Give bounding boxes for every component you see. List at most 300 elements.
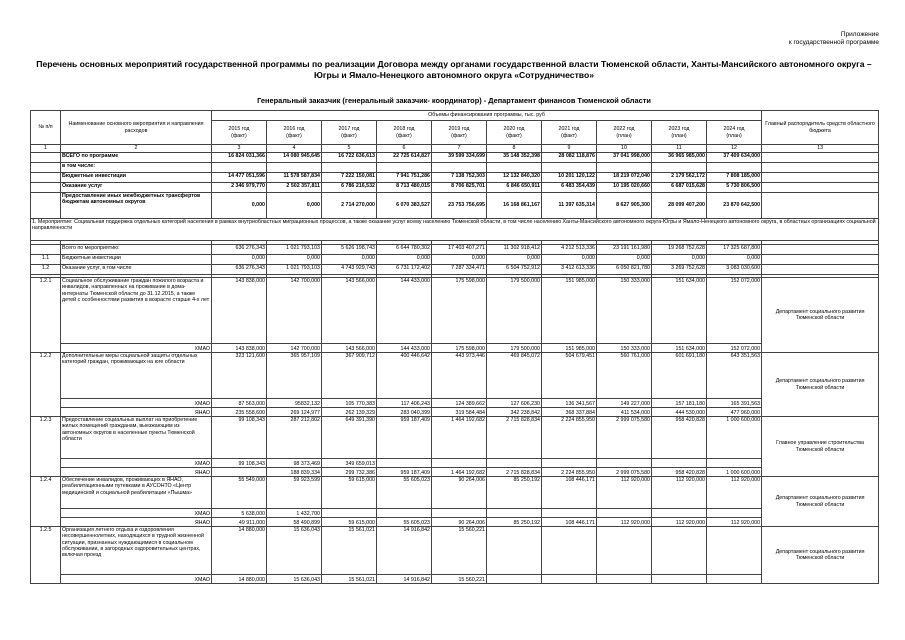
- value-cell: 151 634,000: [652, 344, 707, 353]
- value-cell: 55 605,023: [377, 518, 432, 527]
- value-cell: 958 420,828: [652, 417, 707, 459]
- value-cell: 5 730 806,500: [707, 183, 762, 193]
- value-cell: 149 227,000: [597, 399, 652, 408]
- value-cell: 2 715 828,834: [487, 417, 542, 459]
- value-cell: 10 195 020,660: [597, 183, 652, 193]
- general-customer: Генеральный заказчик (генеральный заказчик- координатор) - Департамент финансов Тюменской области: [257, 96, 651, 105]
- value-cell: 3 083 030,600: [707, 265, 762, 275]
- item-description: Обеспечение инвалидов, проживающих в ЯНАО, реабилитационными путевками в АУСОНТО «Центр медицинской и социальной реабилитации «Пышма»: [61, 477, 212, 509]
- value-cell: 4 743 929,743: [322, 265, 377, 275]
- header-year-label: 2022 год: [613, 126, 635, 133]
- column-number: 10: [597, 145, 652, 153]
- header-year-label: 2018 год: [393, 126, 415, 133]
- value-cell: [212, 468, 267, 477]
- value-cell: 0,000: [267, 255, 322, 265]
- value-cell: 2 502 357,811: [267, 183, 322, 193]
- value-cell: 504 679,451: [542, 353, 597, 399]
- value-cell: 287 212,802: [267, 417, 322, 459]
- value-cell: 0,000: [487, 255, 542, 265]
- value-cell: 85 250,192: [487, 477, 542, 509]
- header-year-label: 2023 год: [668, 126, 690, 133]
- value-cell: 299 732,386: [322, 468, 377, 477]
- value-cell: 0,000: [377, 255, 432, 265]
- territory-row: [31, 575, 879, 584]
- value-cell: 14 880,000: [212, 527, 267, 575]
- value-cell: 0,000: [597, 255, 652, 265]
- value-cell: 560 761,000: [597, 353, 652, 399]
- column-number: 2: [61, 145, 212, 153]
- value-cell: 262 139,329: [322, 408, 377, 417]
- value-cell: 127 606,230: [487, 399, 542, 408]
- value-cell: 87 563,000: [212, 399, 267, 408]
- value-cell: 23 191 161,980: [597, 245, 652, 255]
- value-cell: 59 615,000: [322, 518, 377, 527]
- value-cell: 2 999 075,580: [597, 417, 652, 459]
- column-number: 9: [542, 145, 597, 153]
- value-cell: 85 250,192: [487, 518, 542, 527]
- value-cell: 3 269 752,628: [652, 265, 707, 275]
- value-cell: 14 080 945,645: [267, 153, 322, 163]
- value-cell: 143 838,000: [212, 344, 267, 353]
- value-cell: [432, 509, 487, 518]
- header-year-9: [652, 121, 707, 145]
- value-cell: [597, 509, 652, 518]
- value-cell: 15 560,221: [432, 527, 487, 575]
- value-cell: 175 598,000: [432, 344, 487, 353]
- value-cell: 5 626 198,743: [322, 245, 377, 255]
- territory-row: [31, 408, 879, 417]
- item-manager: Департамент социального развития Тюменской области: [762, 353, 879, 417]
- value-cell: 7 808 185,000: [707, 173, 762, 183]
- value-cell: 17 403 407,271: [432, 245, 487, 255]
- value-cell: 0,000: [707, 255, 762, 265]
- appendix-line-2: к государственной программе: [788, 39, 879, 46]
- value-cell: 175 598,000: [432, 278, 487, 344]
- header-year-7: [542, 121, 597, 145]
- total-row: [31, 173, 879, 183]
- value-cell: 235 558,600: [212, 408, 267, 417]
- value-cell: 349 659,013: [322, 459, 377, 468]
- header-volume: Объемы финансирования программы, тыс. руб: [212, 111, 762, 121]
- value-cell: 99 108,343: [212, 459, 267, 468]
- header-year-kind: (факт): [506, 132, 522, 139]
- title-line-2: Югры и Ямало-Ненецкого автономного округа «Сотрудничество»: [314, 70, 594, 80]
- value-cell: 0,000: [432, 255, 487, 265]
- item-number: 1.2.5: [31, 527, 61, 584]
- value-cell: 157 181,180: [652, 399, 707, 408]
- value-cell: 365 957,109: [267, 353, 322, 399]
- column-number: 11: [652, 145, 707, 153]
- value-cell: 1 000 600,000: [707, 417, 762, 459]
- value-cell: 15 561,021: [322, 575, 377, 584]
- territory-name: ХМАО: [61, 399, 212, 408]
- value-cell: 959 187,409: [377, 417, 432, 459]
- value-cell: 17 325 687,800: [707, 245, 762, 255]
- value-cell: [322, 163, 377, 173]
- value-cell: 6 644 780,302: [377, 245, 432, 255]
- row-label: Предоставление иных межбюджетных трансфертов бюджетам автономных округов: [61, 193, 212, 219]
- value-cell: 23 753 756,695: [432, 193, 487, 219]
- value-cell: 1 464 192,682: [432, 468, 487, 477]
- value-cell: 1 021 793,103: [267, 265, 322, 275]
- value-cell: 112 920,000: [652, 518, 707, 527]
- value-cell: 7 941 751,286: [377, 173, 432, 183]
- value-cell: [487, 575, 542, 584]
- territory-name: ЯНАО: [61, 468, 212, 477]
- value-cell: 112 920,000: [707, 518, 762, 527]
- value-cell: 283 040,399: [377, 408, 432, 417]
- item-number: 1.2.3: [31, 417, 61, 477]
- value-cell: 6 846 650,911: [487, 183, 542, 193]
- value-cell: [322, 509, 377, 518]
- value-cell: 151 985,000: [542, 344, 597, 353]
- value-cell: 2 224 855,950: [542, 468, 597, 477]
- column-number: 1: [31, 145, 61, 153]
- manager-cell: [762, 255, 879, 265]
- header-manager: Главный распорядитель средств областного бюджета: [762, 111, 879, 145]
- value-cell: 319 584,484: [432, 408, 487, 417]
- value-cell: 7 287 334,471: [432, 265, 487, 275]
- value-cell: 14 477 051,596: [212, 173, 267, 183]
- value-cell: 0,000: [322, 255, 377, 265]
- row-label: ВСЕГО по программе: [61, 153, 212, 163]
- value-cell: 18 219 072,040: [597, 173, 652, 183]
- value-cell: 59 615,000: [322, 477, 377, 509]
- value-cell: [542, 459, 597, 468]
- item-description: Дополнительные меры социальной защиты отдельных категорий граждан, проживающих на юге области: [61, 353, 212, 399]
- value-cell: 14 916,842: [377, 575, 432, 584]
- item-description: Социальное обслуживание граждан пожилого возраста и инвалидов, направленных на проживание в дома-интернаты Тюменской области до 31.12.2015, а также детей с особенностями развития в возрасте старше 4-х лет: [61, 278, 212, 344]
- header-row-1: [31, 111, 879, 121]
- value-cell: 269 124,977: [267, 408, 322, 417]
- column-number: 5: [322, 145, 377, 153]
- manager-cell: [762, 245, 879, 255]
- value-cell: [707, 575, 762, 584]
- value-cell: [487, 527, 542, 575]
- value-cell: [707, 163, 762, 173]
- value-cell: 11 578 587,834: [267, 173, 322, 183]
- header-year-8: [597, 121, 652, 145]
- territory-name: ХМАО: [61, 459, 212, 468]
- value-cell: 0,000: [212, 193, 267, 219]
- manager-cell: [762, 163, 879, 173]
- total-row: [31, 183, 879, 193]
- document-title: [30, 59, 878, 81]
- value-cell: 2 715 828,834: [487, 468, 542, 477]
- value-cell: 28 099 407,200: [652, 193, 707, 219]
- value-cell: [707, 459, 762, 468]
- value-cell: 12 132 840,320: [487, 173, 542, 183]
- item-row: [31, 477, 879, 509]
- value-cell: [432, 459, 487, 468]
- value-cell: 59 923,599: [267, 477, 322, 509]
- item-number: 1.2.4: [31, 477, 61, 527]
- value-cell: [652, 575, 707, 584]
- header-year-kind: (факт): [341, 132, 357, 139]
- total-row: [31, 193, 879, 219]
- value-cell: 188 839,334: [267, 468, 322, 477]
- value-cell: [597, 459, 652, 468]
- row-number: 1.2: [31, 265, 61, 275]
- header-year-3: [322, 121, 377, 145]
- column-number: 8: [487, 145, 542, 153]
- header-year-2: [267, 121, 322, 145]
- value-cell: 411 534,000: [597, 408, 652, 417]
- value-cell: 367 909,712: [322, 353, 377, 399]
- header-year-kind: (факт): [451, 132, 467, 139]
- value-cell: 23 870 642,500: [707, 193, 762, 219]
- column-number: 4: [267, 145, 322, 153]
- item-manager: Департамент социального развития Тюменской области: [762, 477, 879, 527]
- item-row: [31, 278, 879, 344]
- header-year-kind: (план): [726, 132, 742, 139]
- value-cell: 443 973,446: [432, 353, 487, 399]
- value-cell: 1 021 793,103: [267, 245, 322, 255]
- value-cell: 0,000: [652, 255, 707, 265]
- value-cell: 124 389,662: [432, 399, 487, 408]
- value-cell: 151 985,000: [542, 278, 597, 344]
- value-cell: [487, 163, 542, 173]
- value-cell: 6 050 821,780: [597, 265, 652, 275]
- value-cell: 108 446,171: [542, 518, 597, 527]
- value-cell: 165 391,563: [707, 399, 762, 408]
- value-cell: [542, 575, 597, 584]
- territory-row: [31, 518, 879, 527]
- value-cell: 144 433,000: [377, 344, 432, 353]
- value-cell: [542, 163, 597, 173]
- value-cell: [377, 509, 432, 518]
- territory-row: [31, 509, 879, 518]
- row-label: Оказание услуг: [61, 183, 212, 193]
- value-cell: 15 636,043: [267, 527, 322, 575]
- value-cell: 2 999 075,580: [597, 468, 652, 477]
- value-cell: 0,000: [267, 193, 322, 219]
- row-label: Бюджетные инвестиции: [61, 173, 212, 183]
- value-cell: 342 238,842: [487, 408, 542, 417]
- value-cell: 6 731 172,402: [377, 265, 432, 275]
- value-cell: 16 722 636,613: [322, 153, 377, 163]
- value-cell: 636 276,343: [212, 265, 267, 275]
- header-year-1: [212, 121, 267, 145]
- value-cell: 6 504 752,912: [487, 265, 542, 275]
- value-cell: 2 346 979,770: [212, 183, 267, 193]
- value-cell: 49 911,000: [212, 518, 267, 527]
- value-cell: 28 082 118,876: [542, 153, 597, 163]
- value-cell: 0,000: [212, 255, 267, 265]
- value-cell: [432, 163, 487, 173]
- item-row: [31, 417, 879, 459]
- value-cell: 112 920,000: [652, 477, 707, 509]
- value-cell: 601 691,180: [652, 353, 707, 399]
- value-cell: 112 920,000: [597, 477, 652, 509]
- value-cell: 3 412 613,336: [542, 265, 597, 275]
- value-cell: 6 687 015,628: [652, 183, 707, 193]
- value-cell: [652, 459, 707, 468]
- header-year-label: 2020 год: [503, 126, 525, 133]
- header-year-4: [377, 121, 432, 145]
- territory-row: [31, 344, 879, 353]
- header-year-kind: (факт): [286, 132, 302, 139]
- value-cell: 469 845,072: [487, 353, 542, 399]
- value-cell: 112 920,000: [597, 518, 652, 527]
- row-number: [31, 245, 61, 255]
- header-num: № п/п: [31, 111, 61, 145]
- column-number: 12: [707, 145, 762, 153]
- value-cell: 636 276,343: [212, 245, 267, 255]
- value-cell: 649 391,390: [322, 417, 377, 459]
- value-cell: 37 041 998,000: [597, 153, 652, 163]
- value-cell: 2 224 855,950: [542, 417, 597, 459]
- item-row: [31, 527, 879, 575]
- value-cell: [487, 459, 542, 468]
- value-cell: 0,000: [542, 255, 597, 265]
- value-cell: 5 638,000: [212, 509, 267, 518]
- value-cell: 152 072,000: [707, 344, 762, 353]
- header-year-10: [707, 121, 762, 145]
- value-cell: 10 201 120,122: [542, 173, 597, 183]
- value-cell: 95832,132: [267, 399, 322, 408]
- total-row: [31, 163, 879, 173]
- value-cell: 16 168 861,167: [487, 193, 542, 219]
- value-cell: 90 264,006: [432, 477, 487, 509]
- manager-cell: [762, 173, 879, 183]
- row-number: [31, 163, 61, 173]
- item-description: Предоставление социальных выплат на приобретение жилых помещений гражданам, выезжающим из автономных округов в населенные пункты Тюменской области: [61, 417, 212, 459]
- value-cell: 8 713 480,015: [377, 183, 432, 193]
- value-cell: 6 786 216,532: [322, 183, 377, 193]
- value-cell: 98 373,469: [267, 459, 322, 468]
- value-cell: 400 446,642: [377, 353, 432, 399]
- value-cell: 55 549,000: [212, 477, 267, 509]
- header-year-kind: (факт): [396, 132, 412, 139]
- row-number: [31, 173, 61, 183]
- value-cell: 643 351,563: [707, 353, 762, 399]
- value-cell: 143 566,000: [322, 344, 377, 353]
- territory-row: [31, 399, 879, 408]
- value-cell: 6 070 383,527: [377, 193, 432, 219]
- appendix-note: [789, 31, 879, 47]
- value-cell: [597, 527, 652, 575]
- value-cell: 7 138 752,303: [432, 173, 487, 183]
- manager-cell: [762, 265, 879, 275]
- appendix-line-1: Приложение: [840, 31, 879, 38]
- value-cell: [377, 459, 432, 468]
- row-label: Бюджетные инвестиции: [61, 255, 212, 265]
- total-row: [31, 153, 879, 163]
- value-cell: 136 341,567: [542, 399, 597, 408]
- value-cell: 477 960,000: [707, 408, 762, 417]
- value-cell: 6 483 354,439: [542, 183, 597, 193]
- value-cell: 368 337,884: [542, 408, 597, 417]
- header-year-label: 2016 год: [283, 126, 305, 133]
- value-cell: 144 433,000: [377, 278, 432, 344]
- value-cell: 151 634,000: [652, 278, 707, 344]
- value-cell: 117 406,243: [377, 399, 432, 408]
- header-year-label: 2021 год: [558, 126, 580, 133]
- manager-cell: [762, 153, 879, 163]
- column-number: 3: [212, 145, 267, 153]
- value-cell: 150 333,000: [597, 344, 652, 353]
- header-year-label: 2017 год: [338, 126, 360, 133]
- header-year-kind: (план): [616, 132, 632, 139]
- value-cell: [597, 575, 652, 584]
- header-column-numbers: [31, 145, 879, 153]
- territory-name: ХМАО: [61, 575, 212, 584]
- territory-name: ХМАО: [61, 509, 212, 518]
- manager-cell: [762, 193, 879, 219]
- manager-cell: [762, 183, 879, 193]
- item-manager: Департамент социального развития Тюменской области: [762, 278, 879, 353]
- value-cell: 323 121,600: [212, 353, 267, 399]
- value-cell: 58 490,899: [267, 518, 322, 527]
- value-cell: 8 627 905,300: [597, 193, 652, 219]
- value-cell: 105 770,383: [322, 399, 377, 408]
- value-cell: 2 179 562,172: [652, 173, 707, 183]
- header-year-kind: (факт): [561, 132, 577, 139]
- activity-sub-row: [31, 265, 879, 275]
- row-number: [31, 153, 61, 163]
- row-number: 1.1: [31, 255, 61, 265]
- value-cell: 22 725 614,827: [377, 153, 432, 163]
- value-cell: 179 500,000: [487, 278, 542, 344]
- activities-table: [30, 110, 879, 584]
- value-cell: 179 500,000: [487, 344, 542, 353]
- value-cell: [542, 527, 597, 575]
- header-name: Наименование основного мероприятия и направления расходов: [61, 111, 212, 145]
- value-cell: 15 561,021: [322, 527, 377, 575]
- header-year-label: 2015 год: [228, 126, 250, 133]
- value-cell: 36 965 985,000: [652, 153, 707, 163]
- title-line-1: Перечень основных мероприятий государственной программы по реализации Договора между органами государственной власти Тюменской области, Ханты-Мансийского автономного округа –: [36, 59, 872, 69]
- value-cell: 2 714 270,000: [322, 193, 377, 219]
- item-row: [31, 353, 879, 399]
- value-cell: [212, 163, 267, 173]
- row-label: в том числе:: [61, 163, 212, 173]
- value-cell: [652, 527, 707, 575]
- header-year-label: 2019 год: [448, 126, 470, 133]
- value-cell: 14 880,000: [212, 575, 267, 584]
- value-cell: [377, 163, 432, 173]
- value-cell: [597, 163, 652, 173]
- territory-name: ХМАО: [61, 344, 212, 353]
- value-cell: 90 264,006: [432, 518, 487, 527]
- item-number: 1.2.1: [31, 278, 61, 353]
- header-year-kind: (план): [671, 132, 687, 139]
- value-cell: 112 920,000: [707, 477, 762, 509]
- activity-text: 1. Мероприятие: Социальная поддержка отдельных категорий населения в рамках внутриобластных миграционных процессов, а также оказание услуг всему населению Тюменской области, в том числе населению Ханты-Мансийского автономного округа-Югры и Ямало-Ненецкого автономного округа, в областных организациях социальной направленности: [31, 219, 879, 241]
- value-cell: 16 824 031,366: [212, 153, 267, 163]
- column-number: 7: [432, 145, 487, 153]
- value-cell: 15 560,221: [432, 575, 487, 584]
- value-cell: 1 464 192,682: [432, 417, 487, 459]
- value-cell: 444 530,000: [652, 408, 707, 417]
- value-cell: 8 706 825,701: [432, 183, 487, 193]
- item-manager: Главное управление строительства Тюменской области: [762, 417, 879, 477]
- value-cell: 150 333,000: [597, 278, 652, 344]
- value-cell: 14 916,842: [377, 527, 432, 575]
- column-number: 6: [377, 145, 432, 153]
- row-label: Всего по мероприятию:: [61, 245, 212, 255]
- value-cell: 1 432,700: [267, 509, 322, 518]
- activity-total-row: [31, 245, 879, 255]
- value-cell: [542, 509, 597, 518]
- value-cell: 99 108,343: [212, 417, 267, 459]
- row-label: Оказание услуг, в том числе: [61, 265, 212, 275]
- value-cell: 11 302 918,412: [487, 245, 542, 255]
- header-year-kind: (факт): [231, 132, 247, 139]
- value-cell: 959 187,409: [377, 468, 432, 477]
- value-cell: [652, 163, 707, 173]
